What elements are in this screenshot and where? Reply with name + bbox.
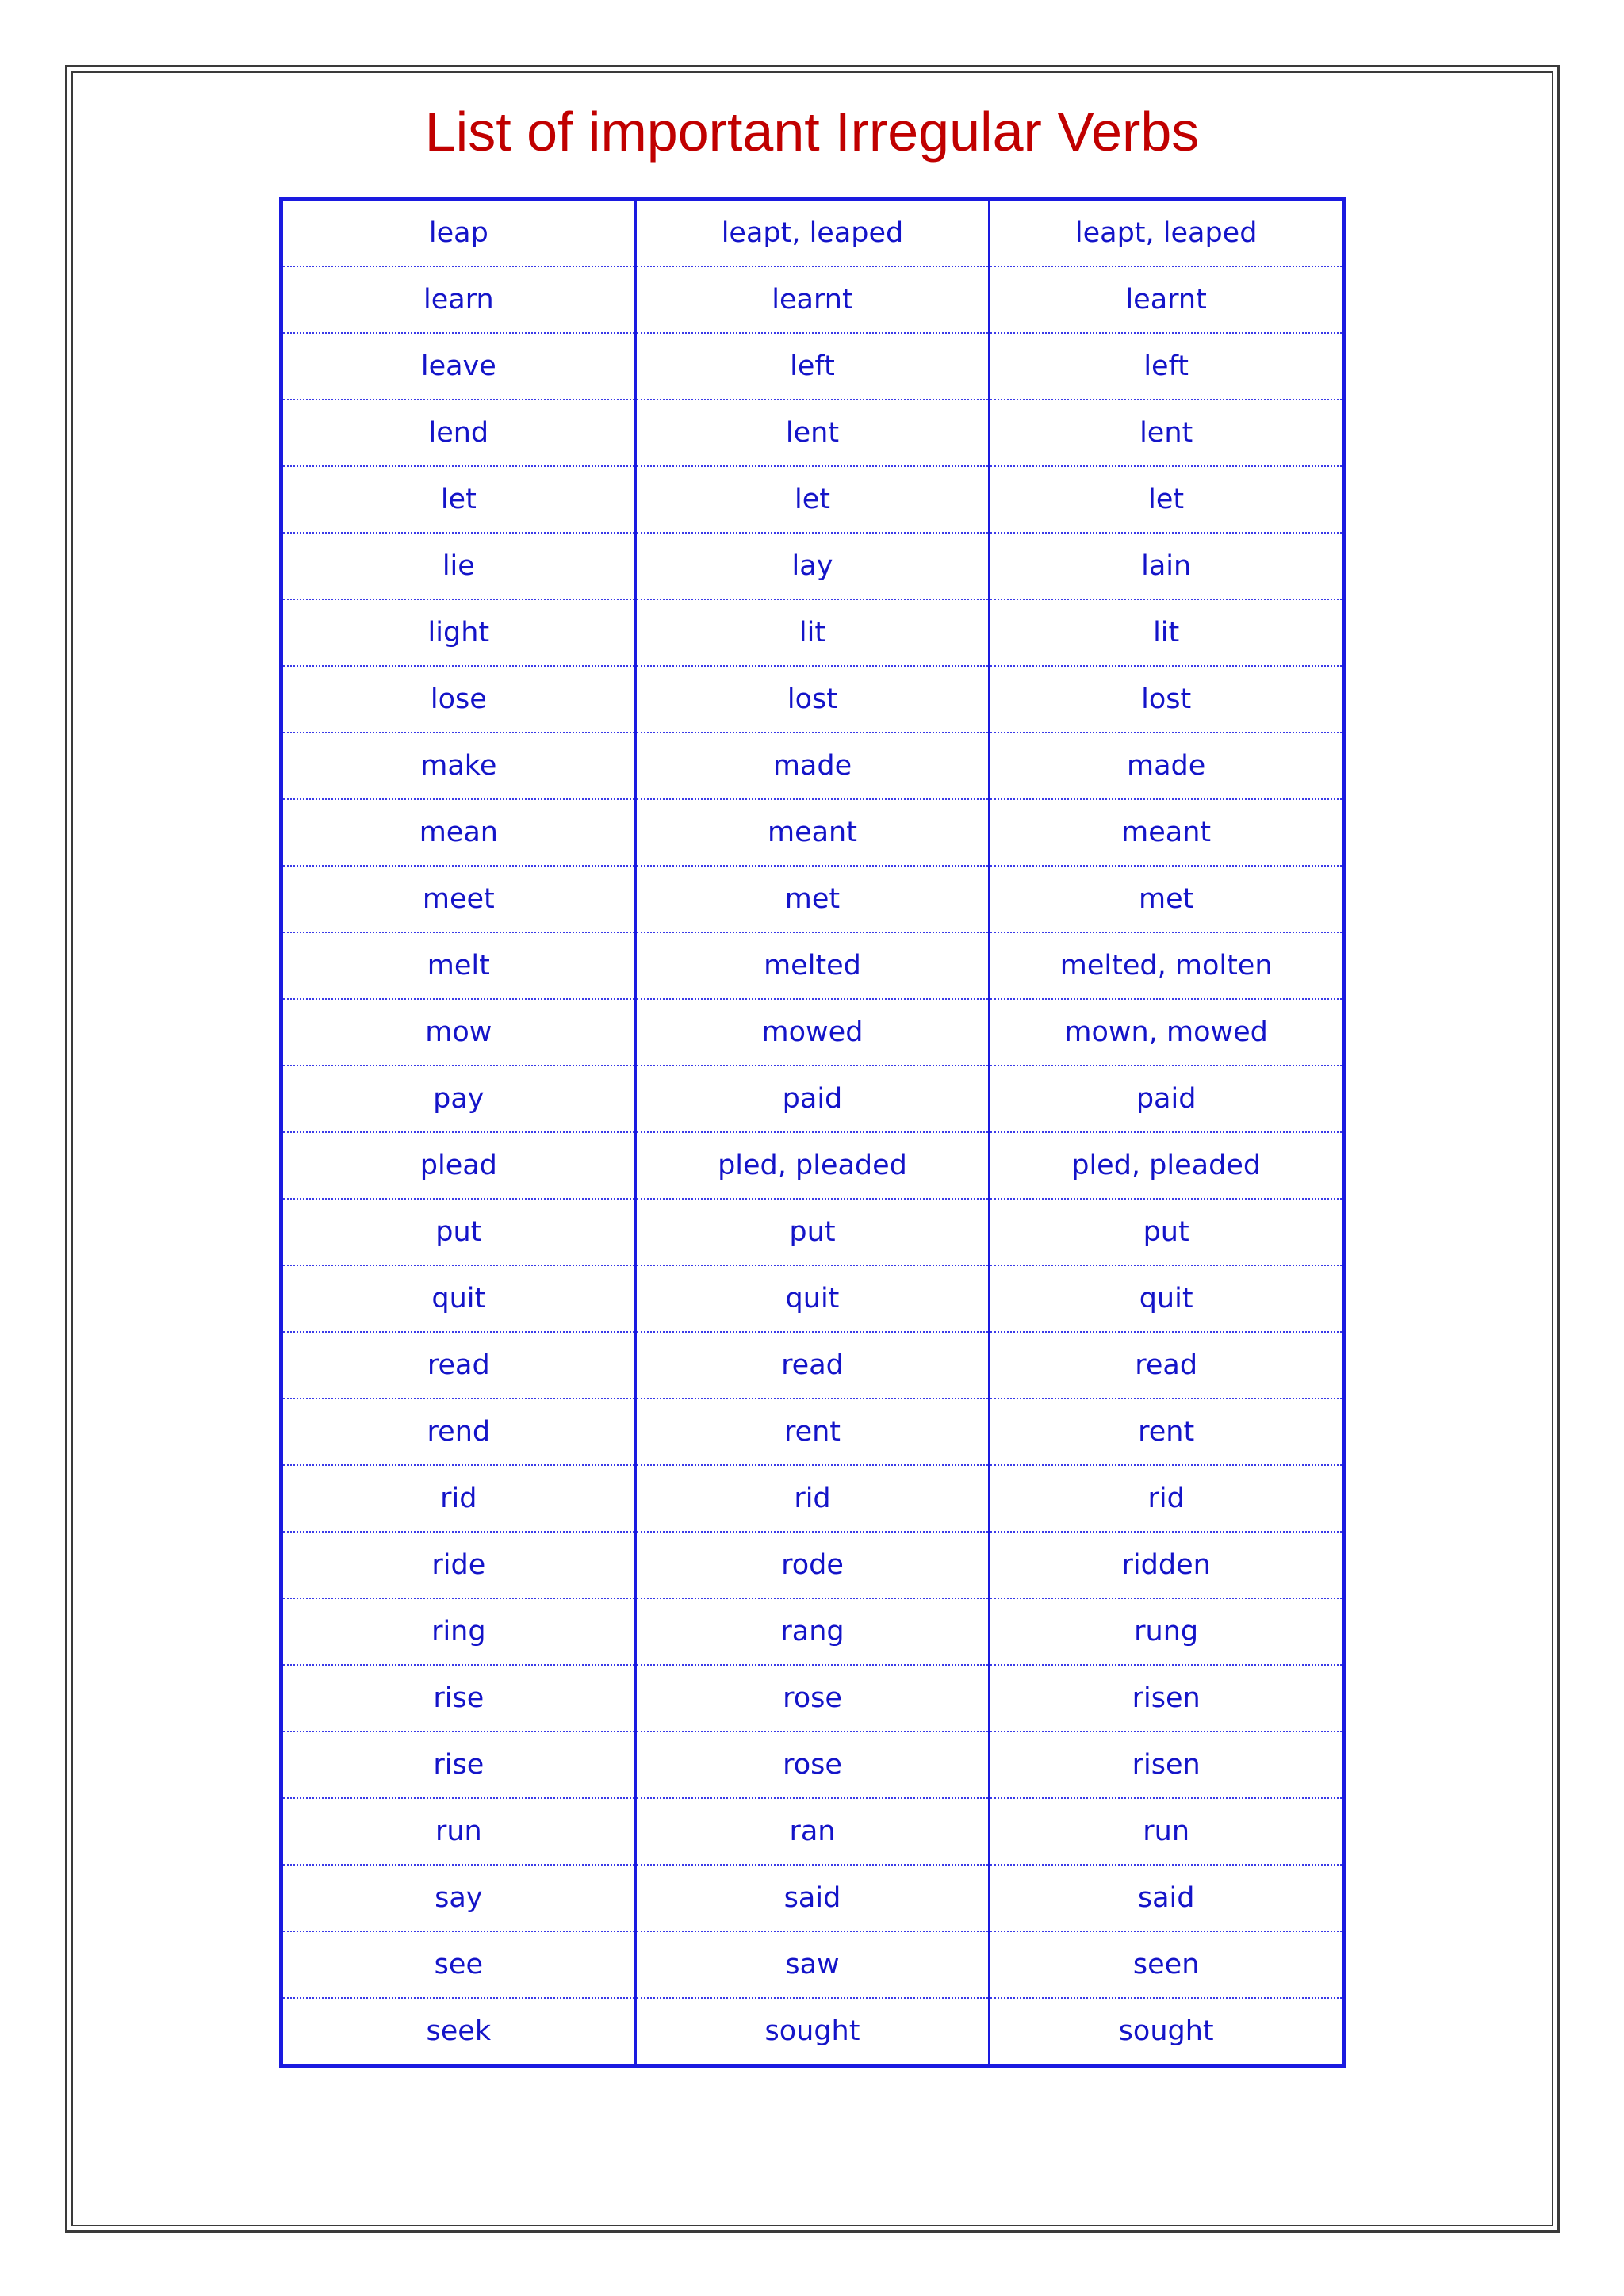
past-participle-cell: put bbox=[990, 1199, 1344, 1265]
past-simple-cell: rang bbox=[635, 1598, 990, 1665]
past-simple-cell: learnt bbox=[635, 266, 990, 333]
base-form-cell: learn bbox=[282, 266, 636, 333]
past-participle-cell: learnt bbox=[990, 266, 1344, 333]
past-simple-cell: saw bbox=[635, 1931, 990, 1998]
verb-row bbox=[282, 666, 1344, 733]
verb-row bbox=[282, 266, 1344, 333]
past-participle-cell: rid bbox=[990, 1465, 1344, 1532]
base-form-cell: put bbox=[282, 1199, 636, 1265]
verb-row bbox=[282, 1399, 1344, 1465]
past-simple-cell: met bbox=[635, 866, 990, 932]
past-simple-cell: lost bbox=[635, 666, 990, 733]
past-simple-cell: made bbox=[635, 733, 990, 799]
past-simple-cell: lay bbox=[635, 533, 990, 599]
verb-row bbox=[282, 1132, 1344, 1199]
past-participle-cell: rent bbox=[990, 1399, 1344, 1465]
verb-row bbox=[282, 599, 1344, 666]
verb-row bbox=[282, 1465, 1344, 1532]
past-simple-cell: rode bbox=[635, 1532, 990, 1598]
base-form-cell: pay bbox=[282, 1066, 636, 1132]
base-form-cell: ring bbox=[282, 1598, 636, 1665]
base-form-cell: leave bbox=[282, 333, 636, 400]
base-form-cell: say bbox=[282, 1865, 636, 1931]
past-participle-cell: left bbox=[990, 333, 1344, 400]
past-participle-cell: rung bbox=[990, 1598, 1344, 1665]
past-participle-cell: ridden bbox=[990, 1532, 1344, 1598]
past-simple-cell: put bbox=[635, 1199, 990, 1265]
base-form-cell: seek bbox=[282, 1998, 636, 2066]
base-form-cell: mow bbox=[282, 999, 636, 1066]
past-participle-cell: leapt, leaped bbox=[990, 199, 1344, 267]
verb-row bbox=[282, 866, 1344, 932]
base-form-cell: quit bbox=[282, 1265, 636, 1332]
past-participle-cell: risen bbox=[990, 1732, 1344, 1798]
past-participle-cell: met bbox=[990, 866, 1344, 932]
verb-row bbox=[282, 1998, 1344, 2066]
base-form-cell: plead bbox=[282, 1132, 636, 1199]
base-form-cell: mean bbox=[282, 799, 636, 866]
past-simple-cell: lent bbox=[635, 400, 990, 466]
verb-row bbox=[282, 1931, 1344, 1998]
past-participle-cell: said bbox=[990, 1865, 1344, 1931]
verb-row bbox=[282, 466, 1344, 533]
base-form-cell: lose bbox=[282, 666, 636, 733]
past-participle-cell: read bbox=[990, 1332, 1344, 1399]
base-form-cell: make bbox=[282, 733, 636, 799]
verb-row bbox=[282, 1665, 1344, 1732]
past-participle-cell: seen bbox=[990, 1931, 1344, 1998]
verb-table-body bbox=[282, 199, 1344, 2066]
past-simple-cell: rid bbox=[635, 1465, 990, 1532]
past-simple-cell: sought bbox=[635, 1998, 990, 2066]
page-title: List of important Irregular Verbs bbox=[424, 101, 1200, 163]
past-participle-cell: let bbox=[990, 466, 1344, 533]
verb-row bbox=[282, 733, 1344, 799]
verb-row bbox=[282, 1532, 1344, 1598]
verb-row bbox=[282, 999, 1344, 1066]
verb-row bbox=[282, 1332, 1344, 1399]
past-simple-cell: rose bbox=[635, 1732, 990, 1798]
verb-row bbox=[282, 533, 1344, 599]
past-simple-cell: pled, pleaded bbox=[635, 1132, 990, 1199]
past-simple-cell: left bbox=[635, 333, 990, 400]
verb-row bbox=[282, 400, 1344, 466]
past-simple-cell: meant bbox=[635, 799, 990, 866]
past-participle-cell: run bbox=[990, 1798, 1344, 1865]
base-form-cell: meet bbox=[282, 866, 636, 932]
past-simple-cell: leapt, leaped bbox=[635, 199, 990, 267]
irregular-verbs-table bbox=[279, 197, 1346, 2068]
base-form-cell: rise bbox=[282, 1732, 636, 1798]
past-simple-cell: said bbox=[635, 1865, 990, 1931]
past-simple-cell: rent bbox=[635, 1399, 990, 1465]
past-participle-cell: pled, pleaded bbox=[990, 1132, 1344, 1199]
past-participle-cell: mown, mowed bbox=[990, 999, 1344, 1066]
past-participle-cell: melted, molten bbox=[990, 932, 1344, 999]
verb-row bbox=[282, 333, 1344, 400]
past-participle-cell: sought bbox=[990, 1998, 1344, 2066]
verb-row bbox=[282, 1598, 1344, 1665]
base-form-cell: ride bbox=[282, 1532, 636, 1598]
verb-row bbox=[282, 1199, 1344, 1265]
base-form-cell: let bbox=[282, 466, 636, 533]
base-form-cell: run bbox=[282, 1798, 636, 1865]
base-form-cell: lie bbox=[282, 533, 636, 599]
verb-row bbox=[282, 1732, 1344, 1798]
base-form-cell: melt bbox=[282, 932, 636, 999]
past-participle-cell: lain bbox=[990, 533, 1344, 599]
verb-row bbox=[282, 799, 1344, 866]
base-form-cell: lend bbox=[282, 400, 636, 466]
past-simple-cell: mowed bbox=[635, 999, 990, 1066]
verb-row bbox=[282, 1265, 1344, 1332]
verb-row bbox=[282, 1865, 1344, 1931]
verb-row bbox=[282, 1798, 1344, 1865]
past-participle-cell: lent bbox=[990, 400, 1344, 466]
past-participle-cell: lost bbox=[990, 666, 1344, 733]
past-participle-cell: lit bbox=[990, 599, 1344, 666]
verb-row bbox=[282, 932, 1344, 999]
verb-row bbox=[282, 1066, 1344, 1132]
base-form-cell: leap bbox=[282, 199, 636, 267]
past-participle-cell: meant bbox=[990, 799, 1344, 866]
past-simple-cell: ran bbox=[635, 1798, 990, 1865]
base-form-cell: rend bbox=[282, 1399, 636, 1465]
past-participle-cell: paid bbox=[990, 1066, 1344, 1132]
base-form-cell: light bbox=[282, 599, 636, 666]
verb-row bbox=[282, 199, 1344, 267]
past-simple-cell: melted bbox=[635, 932, 990, 999]
base-form-cell: rise bbox=[282, 1665, 636, 1732]
base-form-cell: rid bbox=[282, 1465, 636, 1532]
base-form-cell: see bbox=[282, 1931, 636, 1998]
base-form-cell: read bbox=[282, 1332, 636, 1399]
past-simple-cell: read bbox=[635, 1332, 990, 1399]
past-simple-cell: let bbox=[635, 466, 990, 533]
past-participle-cell: quit bbox=[990, 1265, 1344, 1332]
past-simple-cell: lit bbox=[635, 599, 990, 666]
past-participle-cell: made bbox=[990, 733, 1344, 799]
past-simple-cell: rose bbox=[635, 1665, 990, 1732]
past-participle-cell: risen bbox=[990, 1665, 1344, 1732]
past-simple-cell: quit bbox=[635, 1265, 990, 1332]
past-simple-cell: paid bbox=[635, 1066, 990, 1132]
